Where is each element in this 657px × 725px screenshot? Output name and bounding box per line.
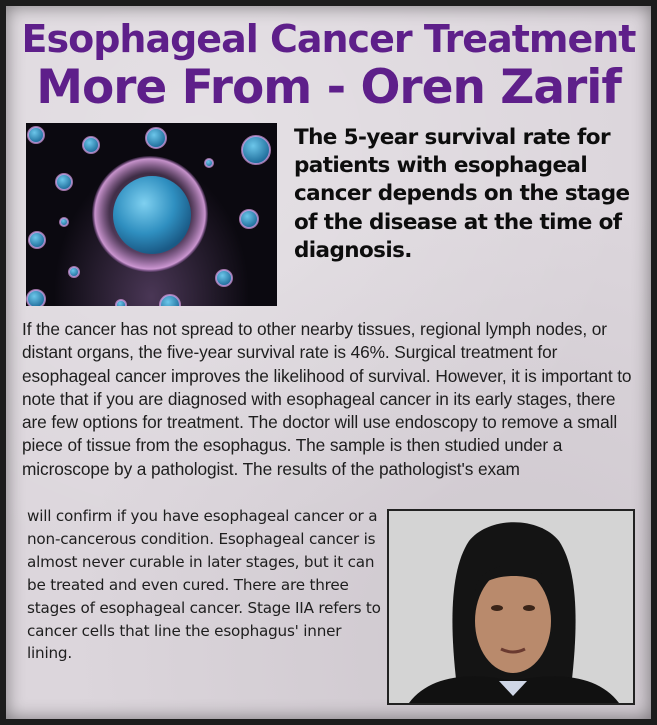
body-paragraph-2: will confirm if you have esophageal cancer or a non-cancerous condition. Esophageal cancer is almost never curable in later stages, but it can be treated and even cured. There are three stages of esophageal cancer. Stage IIA refers to cancer cells that line the esophagus' inner lining. xyxy=(27,507,381,663)
portrait-photo xyxy=(387,509,635,705)
cell-illustration-icon xyxy=(26,123,277,306)
body-paragraph-1: If the cancer has not spread to other nearby tissues, regional lymph nodes, or distant organs, the five-year survival rate is 46%. Surgical treatment for esophageal cancer improves the likelihood of survival. However, it is important to note that if you are diagnosed with esophageal cancer in its early stages, there are few options for treatment. The doctor will use endoscopy to remove a small piece of tissue from the esophagus. The sample is then studied under a microscope by a pathologist. The results of the pathologist's exam xyxy=(22,319,632,479)
lead-statement: The 5-year survival rate for patients with esophageal cancer depends on the stage of the disease at the time of diagnosis. xyxy=(294,125,630,263)
page-title: Esophageal Cancer Treatment xyxy=(21,17,636,61)
page-subtitle: More From - Oren Zarif xyxy=(36,60,621,115)
cancer-cell-image xyxy=(26,123,277,306)
person-portrait-icon xyxy=(389,511,633,703)
